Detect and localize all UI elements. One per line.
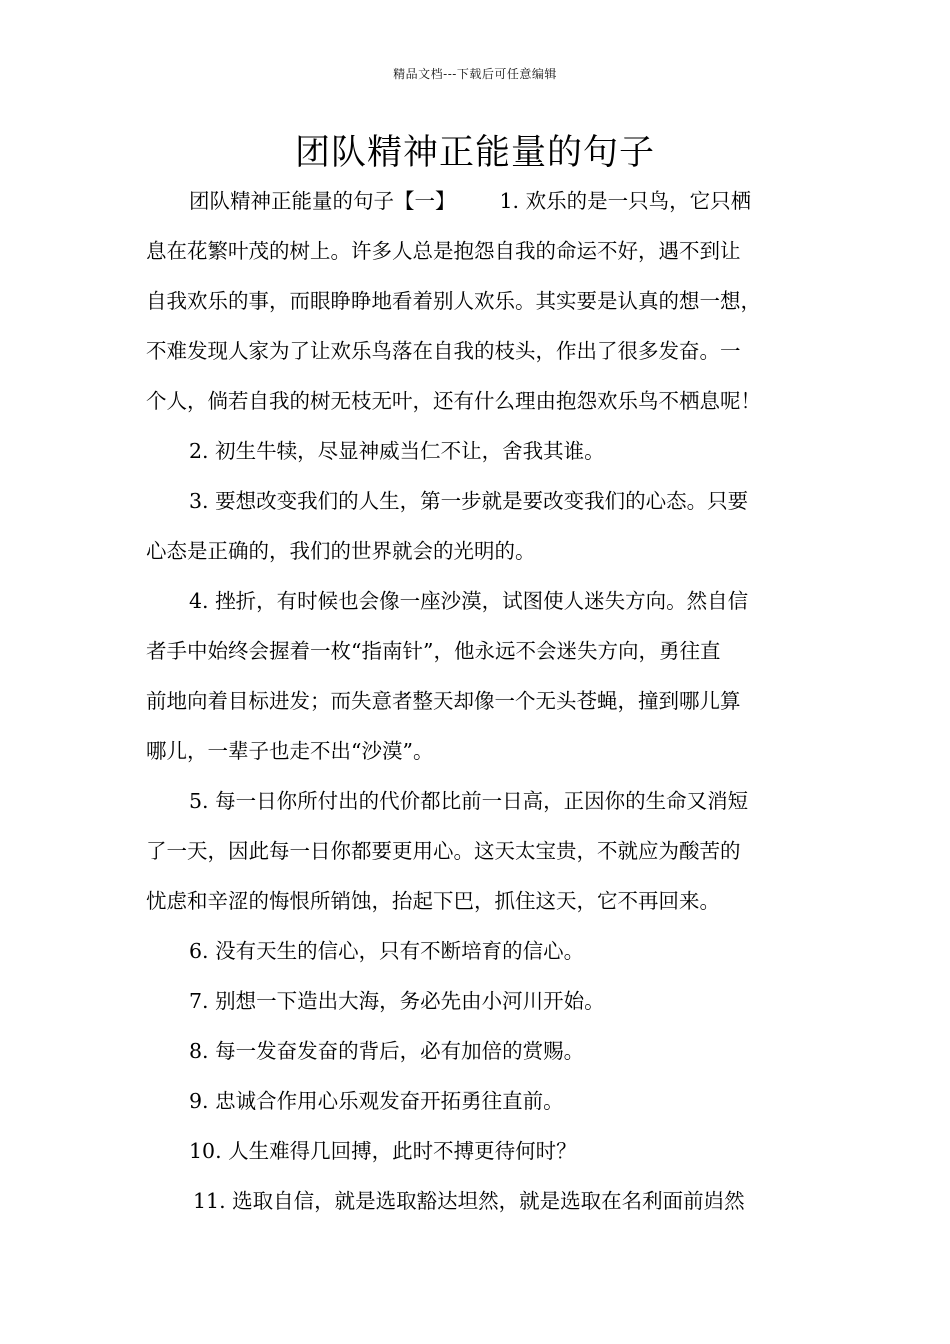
text-line: 了一天，因此每一日你都要更用心。这天太宝贵，不就应为酸苦的 bbox=[146, 839, 741, 863]
text-line: 10. 人生难得几回搏，此时不搏更待何时？ bbox=[189, 1139, 577, 1163]
text-line: 8. 每一发奋发奋的背后，必有加倍的赏赐。 bbox=[189, 1039, 585, 1063]
text-line: 11. 选取自信，就是选取豁达坦然，就是选取在名利面前岿然 bbox=[193, 1189, 745, 1213]
text-line: 前地向着目标进发；而失意者整天却像一个无头苍蝇，撞到哪儿算 bbox=[146, 689, 741, 713]
list-item-text: 1. 欢乐的是一只鸟，它只栖 bbox=[499, 189, 752, 213]
text-line: 5. 每一日你所付出的代价都比前一日高，正因你的生命又消短 bbox=[189, 789, 749, 813]
text-line bbox=[146, 176, 826, 226]
text-line: 2. 初生牛犊，尽显神威当仁不让，舍我其谁。 bbox=[189, 439, 605, 463]
section-heading: 团队精神正能量的句子【一】 bbox=[189, 189, 456, 213]
document-title: 团队精神正能量的句子 bbox=[294, 133, 655, 173]
text-line: 心态是正确的，我们的世界就会的光明的。 bbox=[146, 539, 536, 563]
text-line: 哪儿，一辈子也走不出“沙漠”。 bbox=[146, 739, 434, 763]
page-header-note: 精品文档---下载后可任意编辑 bbox=[393, 67, 557, 81]
document-body bbox=[146, 176, 826, 1226]
text-line: 不难发现人家为了让欢乐鸟落在自我的枝头，作出了很多发奋。一 bbox=[146, 339, 741, 363]
text-line: 者手中始终会握着一枚“指南针”，他永远不会迷失方向，勇往直 bbox=[146, 639, 721, 663]
text-line: 3. 要想改变我们的人生，第一步就是要改变我们的心态。只要 bbox=[189, 489, 749, 513]
text-line: 个人，倘若自我的树无枝无叶，还有什么理由抱怨欢乐鸟不栖息呢！ bbox=[146, 389, 761, 413]
text-line: 9. 忠诚合作用心乐观发奋开拓勇往直前。 bbox=[189, 1089, 564, 1113]
text-line: 7. 别想一下造出大海，务必先由小河川开始。 bbox=[189, 989, 605, 1013]
text-line: 6. 没有天生的信心，只有不断培育的信心。 bbox=[189, 939, 585, 963]
text-line: 息在花繁叶茂的树上。许多人总是抱怨自我的命运不好，遇不到让 bbox=[146, 239, 741, 263]
text-line: 4. 挫折，有时候也会像一座沙漠，试图使人迷失方向。然自信 bbox=[189, 589, 749, 613]
text-line: 忧虑和辛涩的悔恨所销蚀，抬起下巴，抓住这天，它不再回来。 bbox=[146, 889, 720, 913]
text-line: 自我欢乐的事，而眼睁睁地看着别人欢乐。其实要是认真的想一想， bbox=[146, 289, 761, 313]
